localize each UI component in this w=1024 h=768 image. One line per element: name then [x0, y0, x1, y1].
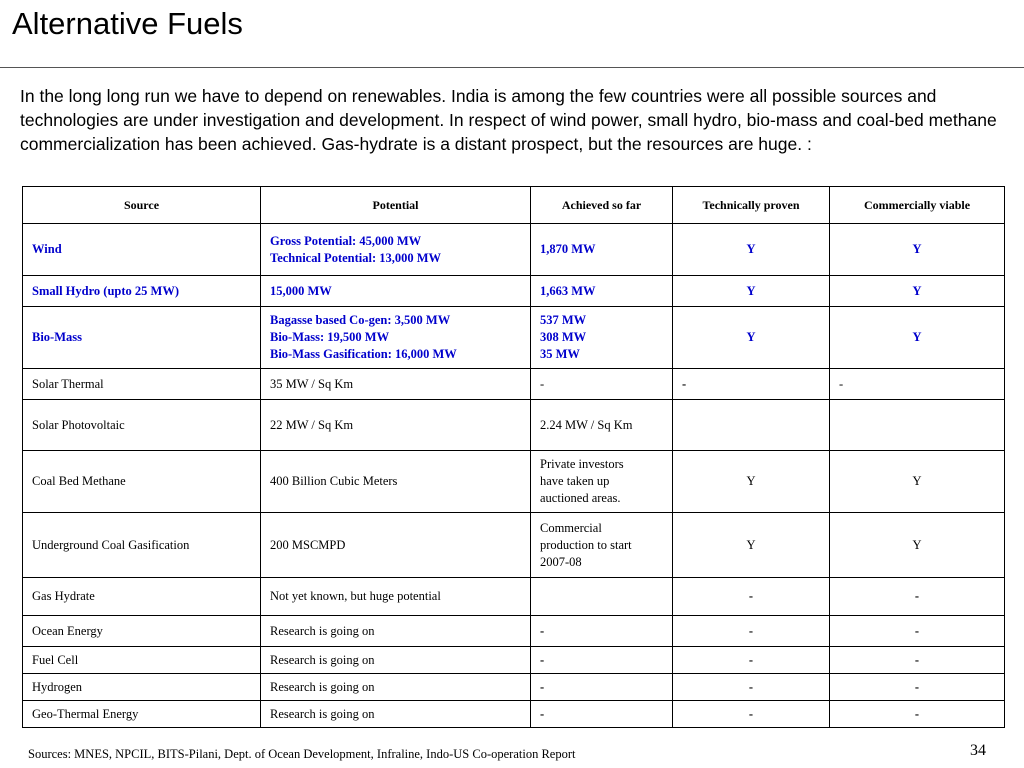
cell-source: Solar Photovoltaic [23, 400, 261, 451]
cell-source: Geo-Thermal Energy [23, 701, 261, 728]
table-row [23, 369, 1005, 400]
table-row [23, 276, 1005, 307]
cell-commercially-viable: - [830, 369, 1005, 400]
cell-achieved: - [531, 369, 673, 400]
cell-potential: 200 MSCMPD [261, 513, 531, 578]
cell-achieved: 1,870 MW [531, 224, 673, 276]
title-divider [0, 67, 1024, 68]
cell-technically-proven [673, 400, 830, 451]
cell-potential: Gross Potential: 45,000 MW Technical Potential: 13,000 MW [261, 224, 531, 276]
table-row [23, 578, 1005, 616]
cell-commercially-viable: Y [830, 513, 1005, 578]
table-row [23, 451, 1005, 513]
cell-achieved: 1,663 MW [531, 276, 673, 307]
cell-achieved: 2.24 MW / Sq Km [531, 400, 673, 451]
cell-technically-proven: Y [673, 224, 830, 276]
table-row [23, 307, 1005, 369]
table-row [23, 400, 1005, 451]
cell-technically-proven: - [673, 578, 830, 616]
cell-source: Wind [23, 224, 261, 276]
table-header-row [23, 187, 1005, 224]
cell-commercially-viable: - [830, 578, 1005, 616]
cell-commercially-viable: - [830, 701, 1005, 728]
cell-achieved: Commercial production to start 2007-08 [531, 513, 673, 578]
cell-potential: 15,000 MW [261, 276, 531, 307]
cell-source: Solar Thermal [23, 369, 261, 400]
cell-potential: 400 Billion Cubic Meters [261, 451, 531, 513]
table-row [23, 701, 1005, 728]
cell-source: Fuel Cell [23, 647, 261, 674]
cell-achieved: - [531, 616, 673, 647]
cell-source: Ocean Energy [23, 616, 261, 647]
cell-potential: Research is going on [261, 701, 531, 728]
table-row [23, 674, 1005, 701]
cell-source: Gas Hydrate [23, 578, 261, 616]
cell-technically-proven: Y [673, 276, 830, 307]
cell-technically-proven: - [673, 616, 830, 647]
cell-source: Small Hydro (upto 25 MW) [23, 276, 261, 307]
header-potential: Potential [261, 187, 531, 224]
cell-technically-proven: - [673, 369, 830, 400]
cell-technically-proven: Y [673, 451, 830, 513]
cell-technically-proven: - [673, 647, 830, 674]
cell-achieved: Private investors have taken up auctioned areas. [531, 451, 673, 513]
alternative-fuels-table [22, 186, 1005, 728]
cell-achieved: 537 MW 308 MW 35 MW [531, 307, 673, 369]
cell-commercially-viable [830, 400, 1005, 451]
cell-commercially-viable: Y [830, 276, 1005, 307]
cell-potential: 22 MW / Sq Km [261, 400, 531, 451]
cell-commercially-viable: - [830, 616, 1005, 647]
cell-commercially-viable: Y [830, 451, 1005, 513]
cell-achieved: - [531, 674, 673, 701]
table-row [23, 616, 1005, 647]
sources-footer: Sources: MNES, NPCIL, BITS-Pilani, Dept. of Ocean Development, Infraline, Indo-US Co-operation Report [28, 747, 576, 761]
cell-potential: Research is going on [261, 647, 531, 674]
cell-potential: Research is going on [261, 674, 531, 701]
table-row [23, 647, 1005, 674]
cell-commercially-viable: - [830, 647, 1005, 674]
cell-potential: Research is going on [261, 616, 531, 647]
cell-source: Underground Coal Gasification [23, 513, 261, 578]
cell-commercially-viable: Y [830, 307, 1005, 369]
cell-potential: Bagasse based Co-gen: 3,500 MW Bio-Mass: 19,500 MW Bio-Mass Gasification: 16,000 MW [261, 307, 531, 369]
header-technically-proven: Technically proven [673, 187, 830, 224]
intro-paragraph: In the long long run we have to depend on renewables. India is among the few countries were all possible sources and technologies are under investigation and development. In respect of wind power, small hydro, bio-mass and coal-bed methane commercialization has been achieved. Gas-hydrate is a distant prospect, but the resources are huge. : [20, 86, 997, 154]
cell-potential: Not yet known, but huge potential [261, 578, 531, 616]
cell-achieved: - [531, 701, 673, 728]
cell-potential: 35 MW / Sq Km [261, 369, 531, 400]
cell-source: Coal Bed Methane [23, 451, 261, 513]
table-row [23, 224, 1005, 276]
page-number: 34 [970, 742, 986, 759]
header-source: Source [23, 187, 261, 224]
cell-technically-proven: - [673, 674, 830, 701]
cell-achieved [531, 578, 673, 616]
cell-source: Bio-Mass [23, 307, 261, 369]
table-row [23, 513, 1005, 578]
cell-commercially-viable: Y [830, 224, 1005, 276]
cell-technically-proven: Y [673, 513, 830, 578]
cell-technically-proven: - [673, 701, 830, 728]
slide-title: Alternative Fuels [12, 6, 243, 41]
header-achieved: Achieved so far [531, 187, 673, 224]
cell-commercially-viable: - [830, 674, 1005, 701]
cell-technically-proven: Y [673, 307, 830, 369]
cell-source: Hydrogen [23, 674, 261, 701]
cell-achieved: - [531, 647, 673, 674]
header-commercially-viable: Commercially viable [830, 187, 1005, 224]
